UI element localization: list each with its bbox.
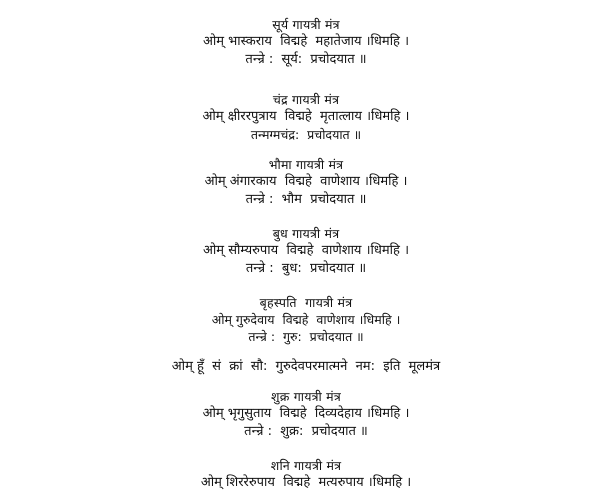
mantra-line: तन्न्रे : सूर्य: प्रचोदयात ॥ <box>245 52 367 68</box>
mantra-block-shukra <box>24 388 588 441</box>
mantra-block-chandra <box>24 91 588 143</box>
mantra-heading: चंद्र गायत्री मंत्र <box>272 92 340 108</box>
mantra-line: तन्मग्मचंद्र: प्रचोदयात ॥ <box>250 127 362 143</box>
mula-mantra-line: ओम् हूँ सं क्रां सौ: गुरुदेवपरमात्मने नम: इति मूलमंत्र <box>171 358 441 374</box>
mantra-block-bhauma <box>24 156 588 209</box>
block-spacer <box>24 284 588 294</box>
block-spacer <box>24 447 588 457</box>
mantra-heading: बृहस्पति गायत्री मंत्र <box>259 294 353 310</box>
block-spacer <box>24 215 588 225</box>
mantra-block-brihaspati <box>24 294 588 346</box>
mantra-line: ओम् सौम्यरुपाय विद्महे वाणेशाय ।धिमहि । <box>202 242 409 258</box>
mantra-heading: शनि गायत्री मंत्र <box>270 457 342 473</box>
mantra-line: तन्न्रे : बुध: प्रचोदयात ॥ <box>245 260 367 276</box>
mantra-heading: शुक्र गायत्री मंत्र <box>271 388 341 404</box>
mantra-line: तन्न्रे : शुक्र: प्रचोदयात ॥ <box>244 423 368 439</box>
mantra-block-budha <box>24 225 588 278</box>
mantra-block-shani <box>24 457 588 492</box>
mantra-heading: भौमा गायत्री मंत्र <box>268 156 344 172</box>
mantra-line: तन्न्रे : भौम प्रचोदयात ॥ <box>245 191 367 207</box>
mantra-line: ओम् भृगुसुताय विद्महे दिव्यदेहाय ।धिमहि । <box>202 405 410 421</box>
mantra-line: तन्न्रे : गुरु: प्रचोदयात ॥ <box>248 329 364 345</box>
mantra-line: ओम् भास्कराय विद्महे महातेजाय ।धिमहि । <box>202 34 410 50</box>
mantra-line: ओम् अंगारकाय विद्महे वाणेशाय ।धिमहि । <box>204 173 408 189</box>
block-spacer <box>24 75 588 91</box>
mantra-line: ओम् शिररेरुपाय विद्महे मत्यरुपाय ।धिमहि । <box>200 474 412 490</box>
mantra-line: ओम् क्षीररपुत्राय विद्महे मृतात्लाय ।धिमहि । <box>202 109 410 125</box>
mantra-heading: सूर्य गायत्री मंत्र <box>272 17 340 32</box>
mantra-heading: बुध गायत्री मंत्र <box>272 225 340 241</box>
mantra-block-surya <box>24 16 588 69</box>
mantra-line: ओम् गुरुदेवाय विद्महे वाणेशाय ।धिमहि । <box>211 312 401 328</box>
